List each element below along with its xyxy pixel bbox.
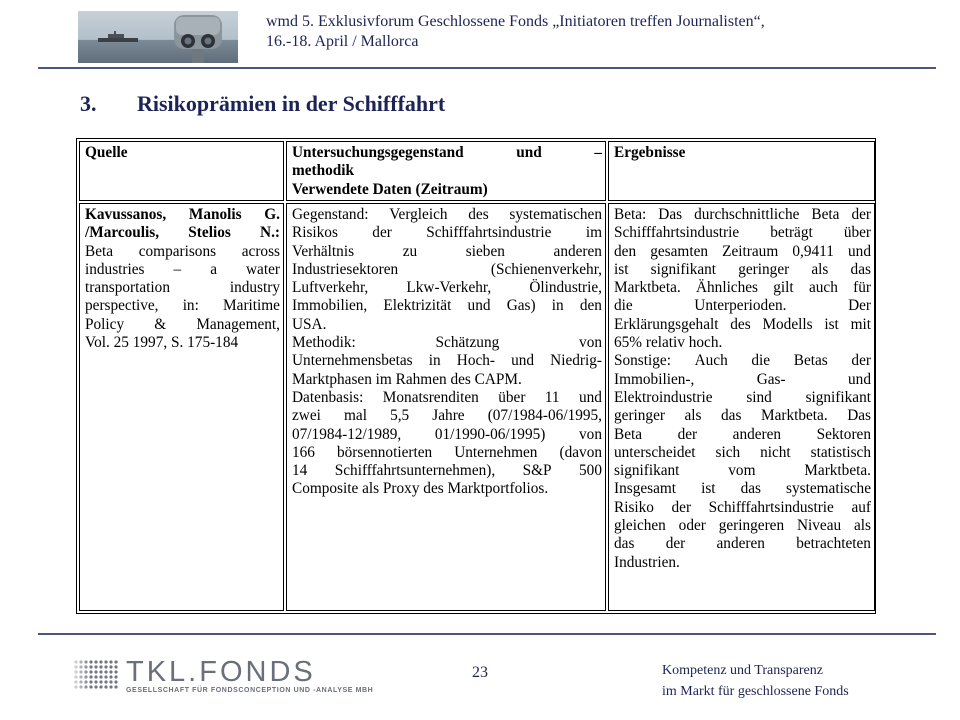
logo-dot [84, 670, 87, 673]
table-line: perspective, in: Maritime [85, 297, 280, 315]
logo-dot [74, 665, 77, 668]
header-subject-line1 [287, 142, 605, 162]
table-line: Schifffahrtsindustrie beträgt über [614, 224, 871, 242]
logo-dot [104, 660, 107, 663]
header-results: Ergebnisse [614, 144, 686, 161]
table-line: Methodik: Schätzung von [292, 334, 602, 352]
logo-dot [94, 660, 97, 663]
table-line: die Unterperioden. Der [614, 297, 871, 315]
table-line: Verhältnis zu sieben anderen [292, 242, 602, 260]
header-subject-line2: methodik [292, 162, 355, 180]
table-line: den gesamten Zeitraum 0,9411 und [614, 242, 871, 260]
company-logo [74, 656, 374, 696]
header-title [266, 12, 916, 52]
logo-dot [94, 675, 97, 678]
table-line: gleichen oder geringeren Niveau als [614, 517, 871, 535]
logo-dot-grid-icon [74, 660, 118, 690]
footer-divider [38, 633, 936, 635]
cell-results [608, 203, 875, 611]
table-line: Elektroindustrie sind signifikant [614, 388, 871, 406]
logo-wordmark: TKL.FONDS [126, 656, 316, 688]
header-cell-results [608, 141, 875, 201]
logo-dot [74, 670, 77, 673]
table-line: Industrien. [614, 553, 680, 571]
logo-dot [104, 675, 107, 678]
logo-dot [99, 675, 102, 678]
logo-dot [79, 670, 82, 673]
logo-dot [89, 685, 92, 688]
logo-dot [74, 660, 77, 663]
table-line: zwei mal 5,5 Jahre (07/1984-06/1995, [292, 407, 602, 425]
table-line: Marktphasen im Rahmen des CAPM. [292, 370, 522, 388]
table-line: Composite als Proxy des Marktportfolios. [292, 480, 549, 498]
table-line: Erklärungsgehalt des Modells ist mit [614, 315, 871, 333]
table-line: Datenbasis: Monatsrenditen über 11 und [292, 388, 602, 406]
logo-dot [114, 665, 117, 668]
page-number: 23 [472, 664, 488, 681]
slide-number: 3. [80, 91, 97, 116]
header-subject-word1: Untersuchungsgegenstand [292, 144, 464, 161]
logo-dot [94, 685, 97, 688]
logo-dot [79, 685, 82, 688]
table-line: Risikos der Schifffahrtsindustrie im [292, 224, 602, 242]
slide-title: Risikoprämien in der Schifffahrt [137, 91, 446, 116]
table-line: Policy & Management, [85, 315, 280, 333]
header-cell-source [79, 141, 284, 201]
table-line: USA. [292, 315, 327, 333]
header-subject-word3: – [594, 144, 602, 161]
table-line: industries – a water [85, 260, 280, 278]
logo-dot [94, 680, 97, 683]
logo-dot [99, 680, 102, 683]
table-line: Immobilien-, Gas- und [614, 370, 871, 388]
table-line: Marktbeta. Ähnliches gilt auch für [614, 279, 871, 297]
logo-dot [114, 675, 117, 678]
logo-dot [89, 680, 92, 683]
logo-dot [94, 665, 97, 668]
logo-dot [84, 680, 87, 683]
logo-dot [84, 675, 87, 678]
logo-dot [99, 665, 102, 668]
column-subject [286, 141, 606, 611]
logo-dot [84, 660, 87, 663]
logo-dot [79, 665, 82, 668]
logo-dot [74, 675, 77, 678]
logo-dot [99, 660, 102, 663]
header-photo [78, 11, 238, 63]
logo-dot [99, 685, 102, 688]
table-line: Luftverkehr, Lkw-Verkehr, Ölindustrie, [292, 279, 602, 297]
column-source [79, 141, 284, 611]
logo-dot [114, 660, 117, 663]
table-line: signifikant vom Marktbeta. [614, 462, 871, 480]
logo-dot [109, 670, 112, 673]
table-line: Beta comparisons across [85, 242, 280, 260]
table-line: Immobilien, Elektrizität und Gas) in den [292, 297, 602, 315]
table-line: unterscheidet sich nicht statistisch [614, 443, 871, 461]
logo-dot [94, 670, 97, 673]
header-title-line1: wmd 5. Exklusivforum Geschlossene Fonds „Initiatoren treffen Journalisten“, [266, 13, 765, 30]
logo-dot [109, 675, 112, 678]
footer-tagline-line2: im Markt für geschlossene Fonds [662, 684, 849, 699]
logo-dot [79, 680, 82, 683]
logo-dot [74, 685, 77, 688]
header-divider [38, 67, 936, 69]
table-line: Unternehmensbetas in Hoch- und Niedrig- [292, 352, 602, 370]
cell-source [79, 203, 284, 611]
header-cell-subject [286, 141, 606, 201]
logo-dot [84, 685, 87, 688]
logo-dot [114, 670, 117, 673]
table-line: 166 börsennotierten Unternehmen (davon [292, 443, 602, 461]
logo-dot [84, 665, 87, 668]
table-line: Sonstige: Auch die Betas der [614, 352, 871, 370]
footer-tagline-line1: Kompetenz und Transparenz [662, 663, 823, 678]
table-line: Beta: Das durchschnittliche Beta der [614, 206, 871, 223]
logo-dot [79, 660, 82, 663]
table-line: 07/1984-12/1989, 01/1990-06/1995) von [292, 425, 602, 443]
table-line: Risiko der Schifffahrtsindustrie auf [614, 498, 871, 516]
logo-dot [109, 660, 112, 663]
slide-heading [80, 90, 445, 118]
table-line: geringer als das Marktbeta. Das [614, 407, 871, 425]
table-line: Insgesamt ist das systematische [614, 480, 871, 498]
logo-dot [79, 675, 82, 678]
header-subject-word2: und [516, 144, 542, 161]
table-line: 14 Schifffahrtsunternehmen), S&P 500 [292, 462, 602, 480]
column-results [608, 141, 875, 611]
logo-dot [89, 665, 92, 668]
header-title-line2: 16.-18. April / Mallorca [266, 33, 419, 50]
table-line: Vol. 25 1997, S. 175-184 [85, 334, 239, 352]
table-line: Gegenstand: Vergleich des systematischen [292, 206, 602, 223]
footer-tagline [662, 660, 922, 702]
table-line: Kavussanos, Manolis G. [85, 206, 280, 223]
table-line: ist signifikant geringer als das [614, 260, 871, 278]
logo-dot [114, 685, 117, 688]
research-table [76, 138, 876, 614]
table-line: das der anderen betrachteten [614, 535, 871, 553]
logo-dot [104, 685, 107, 688]
logo-dot [89, 660, 92, 663]
table-line: Industriesektoren (Schienenverkehr, [292, 260, 602, 278]
logo-dot [104, 670, 107, 673]
logo-dot [104, 680, 107, 683]
logo-dot [89, 675, 92, 678]
logo-dot [114, 680, 117, 683]
table-line: 65% relativ hoch. [614, 334, 723, 352]
logo-dot [109, 685, 112, 688]
logo-dot [99, 670, 102, 673]
logo-dot [74, 680, 77, 683]
table-line: transportation industry [85, 279, 280, 297]
logo-dot [109, 680, 112, 683]
header-source: Quelle [85, 144, 128, 161]
logo-dot [89, 670, 92, 673]
table-line: Beta der anderen Sektoren [614, 425, 871, 443]
header-subject-line3: Verwendete Daten (Zeitraum) [292, 180, 488, 198]
table-line: /Marcoulis, Stelios N.: [85, 224, 280, 242]
logo-subtitle: GESELLSCHAFT FÜR FONDSCONCEPTION UND -ANALYSE MBH [126, 687, 374, 694]
logo-dot [109, 665, 112, 668]
cell-subject [286, 203, 606, 611]
logo-dot [104, 665, 107, 668]
